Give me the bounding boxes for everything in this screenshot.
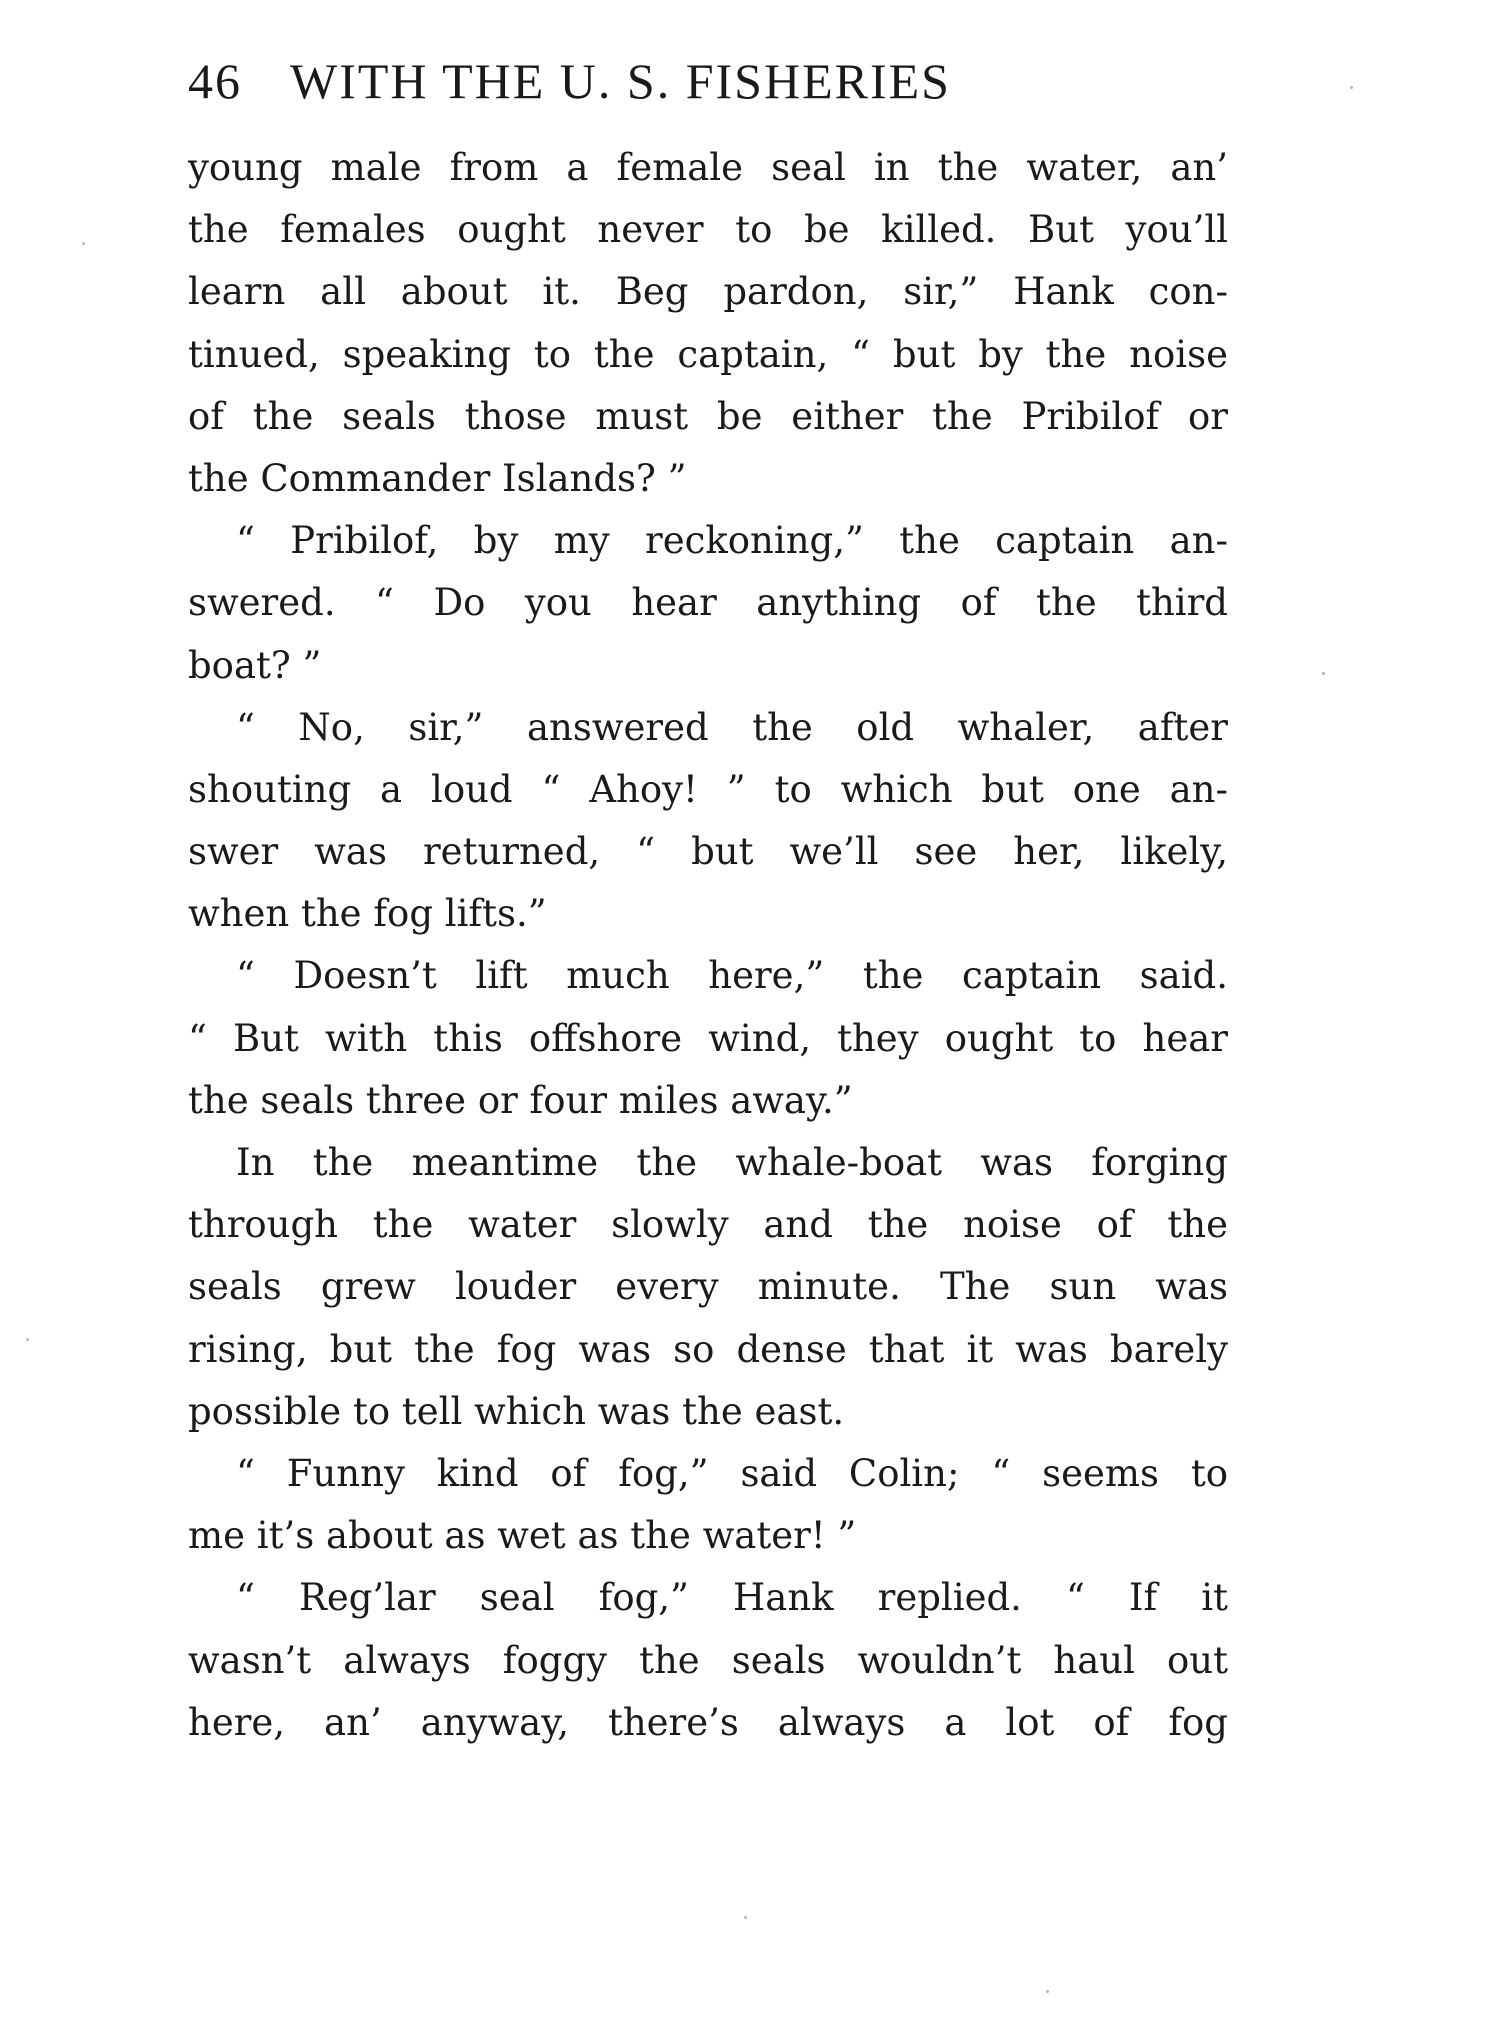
paper-speck	[26, 1338, 29, 1341]
text-line: when the fog lifts.”	[188, 892, 547, 936]
text-line: the females ought never to be killed. But you’ll	[188, 208, 1228, 252]
text-line: “ Reg’lar seal fog,” Hank replied. “ If it	[236, 1576, 1228, 1620]
text-line: the Commander Islands? ”	[188, 456, 687, 500]
paper-speck	[1046, 1990, 1049, 1993]
text-line: swer was returned, “ but we’ll see her, likely,	[188, 830, 1228, 874]
text-line: through the water slowly and the noise of the	[188, 1203, 1228, 1247]
text-line: learn all about it. Beg pardon, sir,” Hank con-	[188, 270, 1228, 314]
paper-speck	[744, 1916, 747, 1919]
text-line: “ Pribilof, by my reckoning,” the captain an-	[236, 519, 1228, 563]
running-head	[188, 52, 1228, 112]
text-line: In the meantime the whale-boat was forging	[236, 1141, 1228, 1184]
text-line: seals grew louder every minute. The sun was	[188, 1265, 1228, 1309]
paper-speck	[82, 242, 85, 245]
text-line: shouting a loud “ Ahoy! ” to which but one an-	[188, 767, 1228, 811]
text-line: tinued, speaking to the captain, “ but by the noise	[188, 332, 1228, 376]
text-line: boat? ”	[188, 643, 322, 687]
body-text	[188, 137, 1228, 1754]
text-line: “ Funny kind of fog,” said Colin; “ seems to	[236, 1451, 1228, 1495]
text-line: here, an’ anyway, there’s always a lot of fog	[188, 1700, 1228, 1744]
text-line: rising, but the fog was so dense that it was barely	[188, 1327, 1228, 1371]
text-line: young male from a female seal in the water, an’	[188, 146, 1228, 189]
text-line: the seals three or four miles away.”	[188, 1078, 853, 1122]
running-title: WITH THE U. S. FISHERIES	[290, 53, 951, 109]
page-number: 46	[188, 53, 242, 109]
text-line: wasn’t always foggy the seals wouldn’t haul out	[188, 1638, 1228, 1682]
text-line: of the seals those must be either the Pribilof or	[188, 394, 1228, 438]
paper-speck	[1322, 672, 1325, 675]
text-line: “ No, sir,” answered the old whaler, after	[236, 705, 1228, 749]
text-line: me it’s about as wet as the water! ”	[188, 1514, 857, 1558]
text-line: swered. “ Do you hear anything of the third	[188, 581, 1228, 625]
text-line: “ But with this offshore wind, they ought to hear	[188, 1016, 1228, 1060]
paper-speck	[1350, 86, 1353, 89]
text-line: possible to tell which was the east.	[188, 1389, 845, 1433]
text-line: “ Doesn’t lift much here,” the captain said.	[236, 954, 1228, 998]
